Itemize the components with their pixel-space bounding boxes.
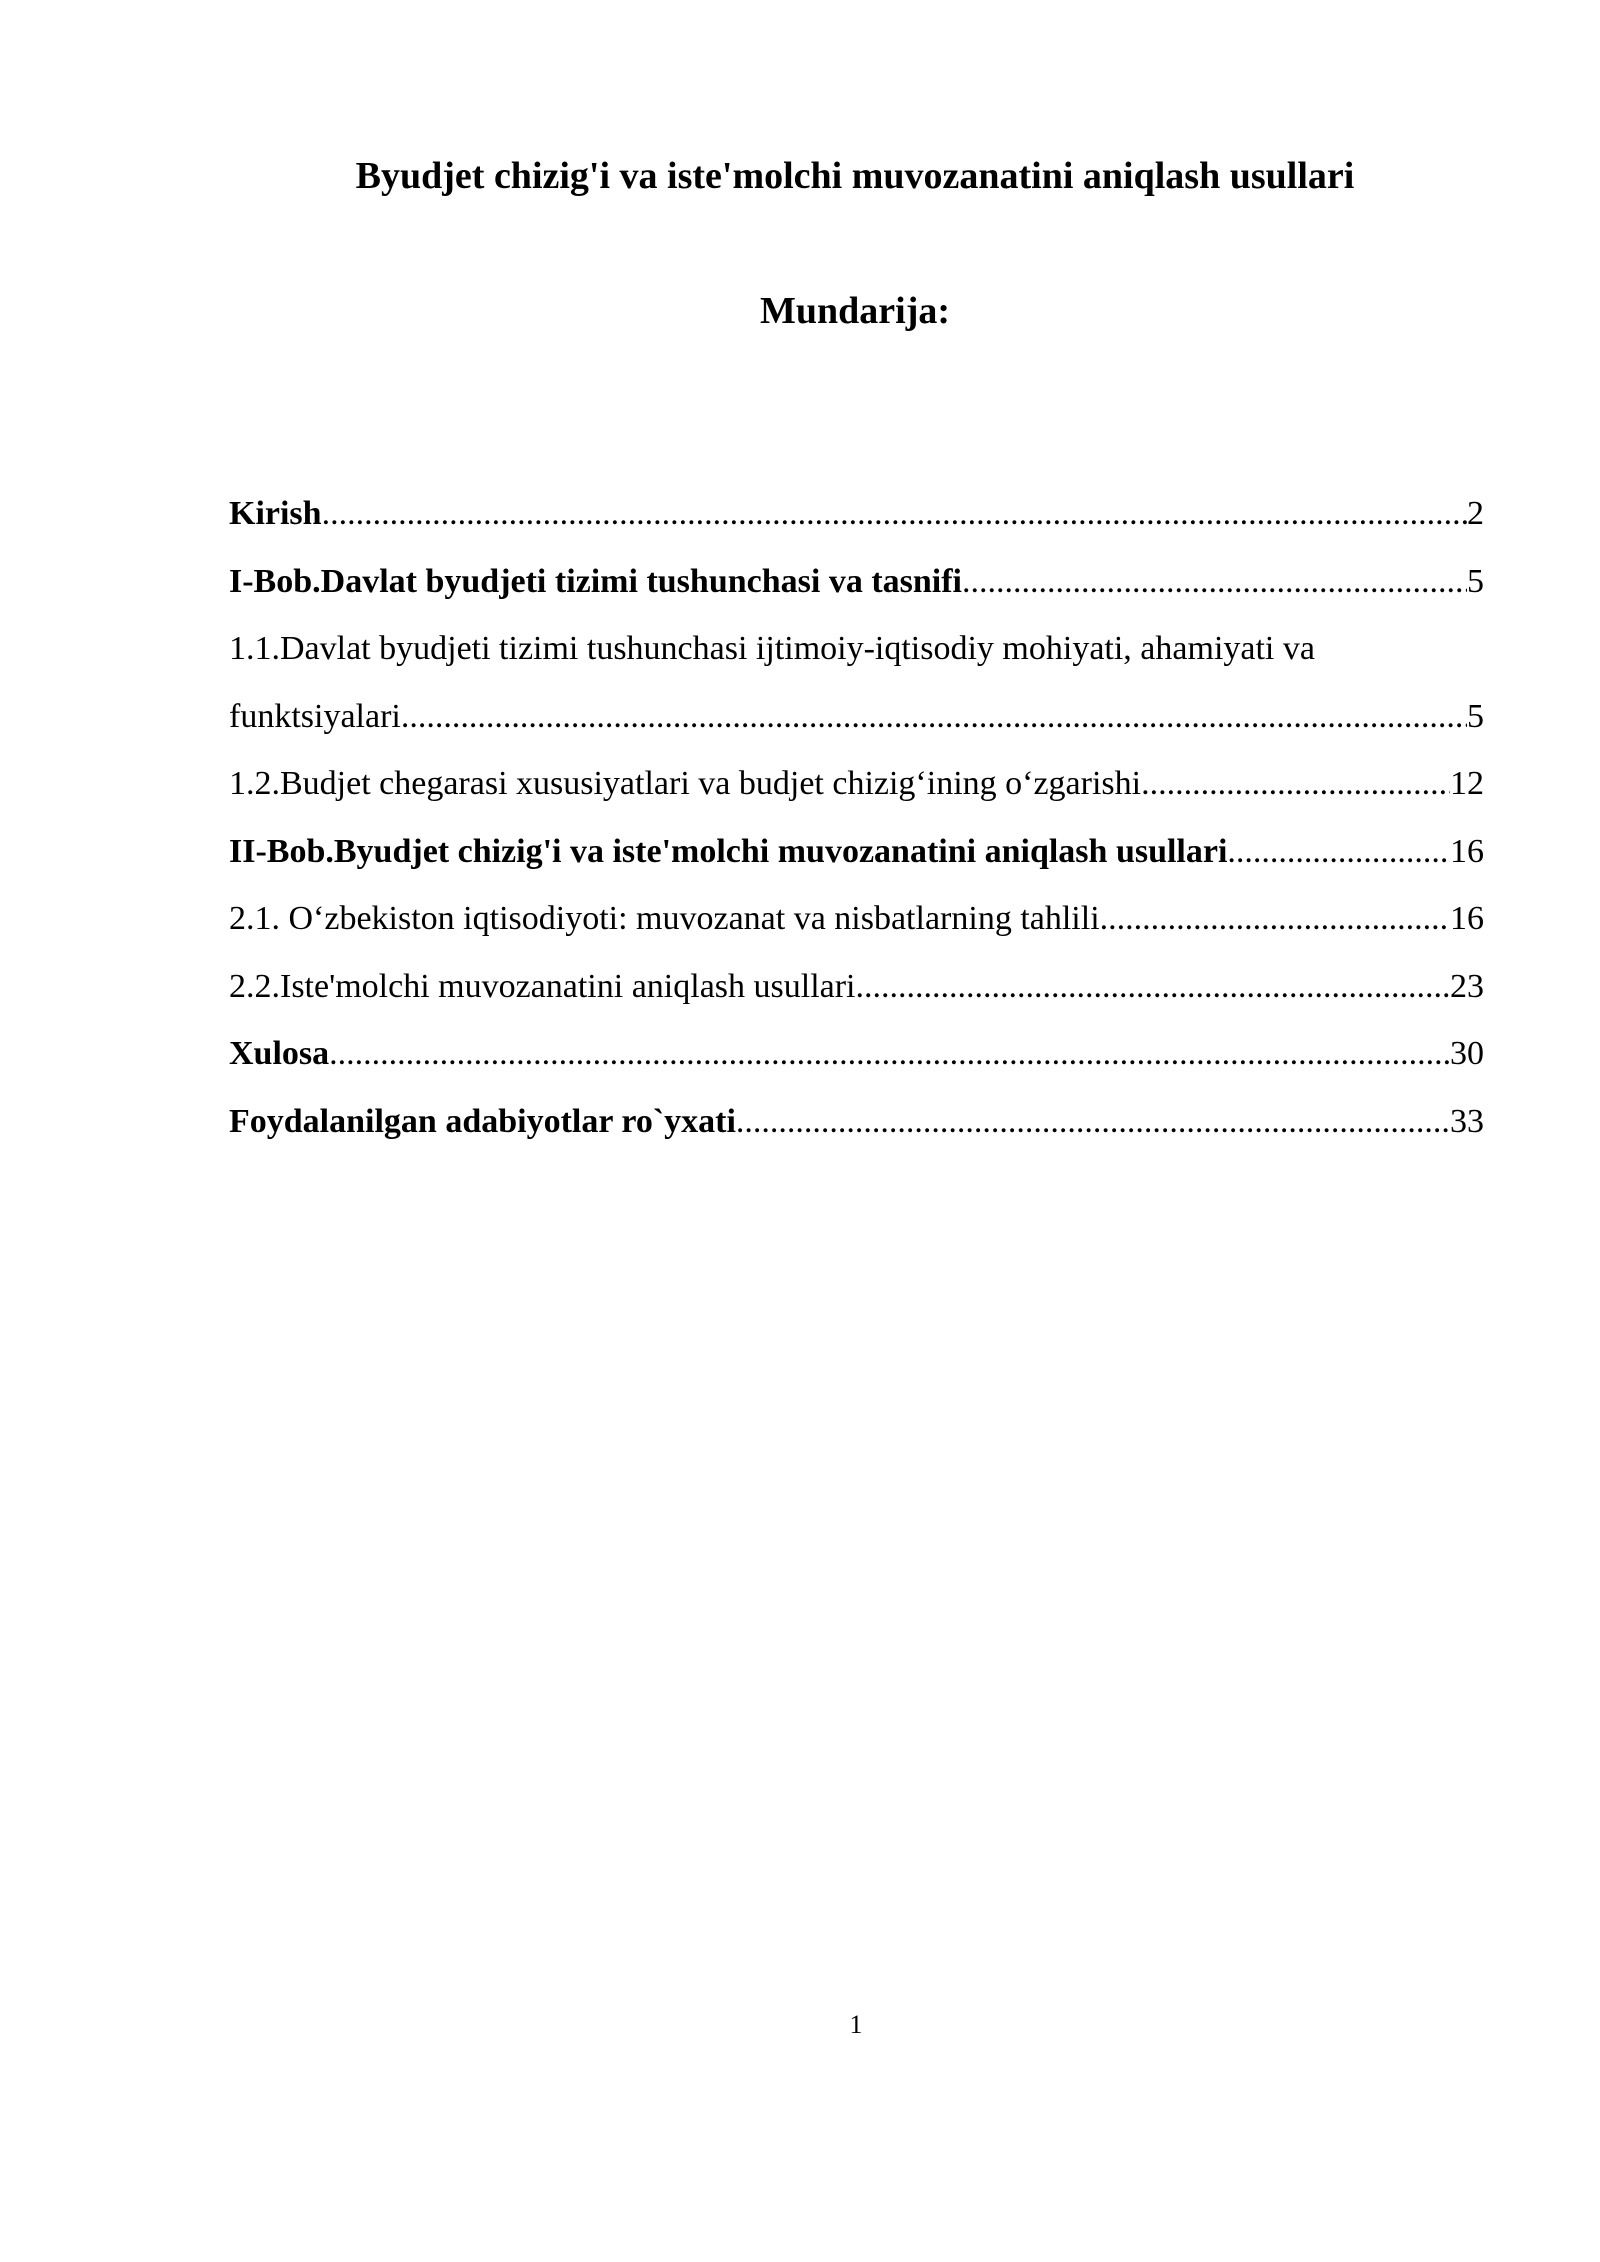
toc-page-number: 33 (1450, 1102, 1484, 1140)
toc-entry-title: 1.2.Budjet chegarasi xususiyatlari va budjet chizig‘ining o‘zgarishi (229, 765, 1142, 802)
toc-entry-title: Foydalanilgan adabiyotlar ro`yxati (229, 1102, 736, 1140)
toc-leader-dots (736, 1088, 1450, 1156)
toc-entry-title: 2.1. O‘zbekiston iqtisodiyoti: muvozanat va nisbatlarning tahlili (229, 900, 1100, 937)
toc-leader-dots (1227, 818, 1450, 886)
toc-leader-dots (1141, 750, 1450, 818)
table-of-contents (229, 480, 1484, 1155)
toc-heading: Mundarija: (760, 290, 950, 332)
toc-entry-section-2-2 (229, 953, 1484, 1021)
toc-entry-title: Xulosa (229, 1035, 330, 1072)
toc-leader-dots (856, 953, 1451, 1021)
toc-page-number: 16 (1450, 832, 1484, 870)
toc-leader-dots (329, 1020, 1450, 1088)
toc-entry-chapter-2 (229, 818, 1484, 886)
toc-entry-kirish (229, 480, 1484, 548)
toc-entry-title: 1.1.Davlat byudjeti tizimi tushunchasi ijtimoiy-iqtisodiy mohiyati, ahamiyati va (229, 630, 1315, 667)
toc-entry-section-1-2 (229, 750, 1484, 818)
toc-entry-title: 2.2.Iste'molchi muvozanatini aniqlash usullari (229, 967, 856, 1005)
toc-entry-section-1-1-line2 (229, 683, 1484, 751)
toc-page-number: 16 (1450, 900, 1484, 937)
toc-page-number: 23 (1450, 967, 1484, 1005)
toc-entry-xulosa (229, 1020, 1484, 1088)
toc-page-number: 12 (1450, 765, 1484, 802)
toc-entry-chapter-1 (229, 548, 1484, 616)
page-number: 1 (849, 2010, 863, 2039)
toc-entry-title: II-Bob.Byudjet chizig'i va iste'molchi muvozanatini aniqlash usullari (229, 832, 1228, 870)
toc-entry-references (229, 1088, 1484, 1156)
toc-page-number: 2 (1467, 495, 1484, 532)
toc-entry-section-1-1-line1 (229, 615, 1484, 683)
document-title: Byudjet chizig'i va iste'molchi muvozanatini aniqlash usullari (355, 155, 1355, 197)
toc-leader-dots (1100, 885, 1450, 953)
toc-page-number: 5 (1467, 562, 1484, 600)
toc-page-number: 5 (1467, 697, 1484, 735)
toc-entry-title: I-Bob.Davlat byudjeti tizimi tushunchasi va tasnifi (229, 562, 962, 600)
toc-leader-dots (962, 548, 1467, 616)
toc-leader-dots (322, 480, 1467, 548)
toc-leader-dots (401, 683, 1467, 751)
toc-page-number: 30 (1450, 1035, 1484, 1072)
toc-entry-section-2-1 (229, 885, 1484, 953)
toc-entry-title: Kirish (229, 495, 322, 532)
toc-entry-title-continued: funktsiyalari (229, 697, 401, 735)
